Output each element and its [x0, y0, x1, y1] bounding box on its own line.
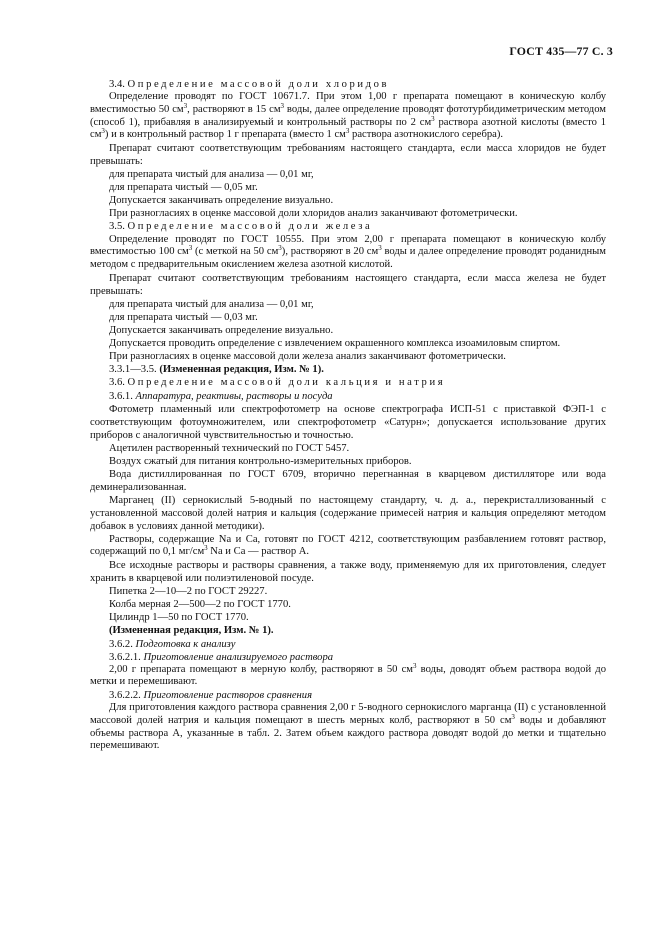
paragraph: Растворы, содержащие Na и Ca, готовят по ГОСТ 4212, соответствующим разбавлением готовят раствор, содержащий по 0,1 $мг/см^3$ Na и Ca — раствор А.: [90, 533, 606, 558]
paragraph: Препарат считают соответствующим требованиям настоящего стандарта, если масса железа не будет превышать:: [90, 272, 606, 297]
section-title: Подготовка к анализу: [135, 638, 236, 650]
section-title: Определение массовой доли кальция и натрия: [127, 377, 446, 389]
paragraph: Допускается заканчивать определение визуально.: [109, 195, 334, 207]
paragraph: Пипетка 2—10—2 по ГОСТ 29227.: [109, 586, 268, 598]
subsection-heading-3-6-2-1: [90, 651, 606, 664]
paragraph: Препарат считают соответствующим требованиям настоящего стандарта, если масса хлоридов не будет превышать:: [90, 142, 606, 167]
paragraph: Цилиндр 1—50 по ГОСТ 1770.: [109, 612, 249, 624]
paragraph: Воздух сжатый для питания контрольно-измерительных приборов.: [109, 455, 412, 467]
paragraph: Фотометр пламенный или спектрофотометр на основе спектрографа ИСП-51 с приставкой ФЭП-1 с соответствующим фотоумножителем, или спектрофотометр «Сатурн»; допускается использование других приборов с аналогичной чувствительностью и точностью.: [90, 403, 606, 441]
section-title: Определение массовой доли железа: [127, 221, 373, 233]
paragraph: для препарата чистый — 0,03 мг.: [109, 311, 258, 323]
section-number: 3.6.2.1.: [109, 651, 141, 663]
paragraph: для препарата чистый для анализа — 0,01 мг,: [109, 169, 314, 181]
paragraph: Ацетилен растворенный технический по ГОСТ 5457.: [109, 442, 350, 454]
section-heading-3-6: [90, 376, 606, 389]
paragraph: Для приготовления каждого раствора сравнения 2,00 г 5-водного сернокислого марганца (II) с установленной массовой долей натрия и кальция помещают в шесть мерных колб, растворяют в 50 $см^3$ воды и добавляют объемы раствора А, указанные в табл. 2. Затем объем каждого раствора доводят водой до метки и тщательно перемешивают.: [90, 702, 606, 752]
subsection-heading-3-6-2: [90, 638, 606, 651]
section-number: 3.6.1.: [109, 390, 133, 402]
section-number: 3.6.2.: [109, 638, 133, 650]
paragraph: Вода дистиллированная по ГОСТ 6709, вторично перегнанная в кварцевом дистилляторе или вода деминерализованная.: [90, 469, 606, 494]
section-number: 3.6.2.2.: [109, 690, 141, 702]
section-heading-3-5: [90, 220, 606, 233]
paragraph: Все исходные растворы и растворы сравнения, а также воду, применяемую для их приготовления, следует хранить в кварцевой или полиэтиленовой посуде.: [90, 559, 606, 585]
paragraph: Колба мерная 2—500—2 по ГОСТ 1770.: [109, 599, 291, 611]
amendment-note: 3.3.1—3.5. (Измененная редакция, Изм. № 1).: [109, 364, 324, 376]
paragraph: При разногласиях в оценке массовой доли хлоридов анализ заканчивают фотометрически.: [109, 208, 518, 220]
subsection-heading-3-6-2-2: [90, 689, 606, 702]
paragraph: При разногласиях в оценке массовой доли железа анализ заканчивают фотометрически.: [109, 351, 506, 363]
section-number: 3.5.: [109, 221, 125, 233]
section-number: 3.4.: [109, 79, 125, 90]
section-heading-3-4: [90, 78, 606, 91]
paragraph: для препарата чистый для анализа — 0,01 мг,: [109, 298, 314, 310]
section-title: Аппаратура, реактивы, растворы и посуда: [135, 390, 333, 402]
paragraph: Определение проводят по ГОСТ 10671.7. При этом 1,00 г препарата помещают в коническую колбу вместимостью 50 $см^3$, растворяют в 15 $см^3$ воды, далее определение проводят фототурбидиметрическим методом (способ 1), прибавляя в анализируемый и контрольный растворы по 2 $см^3$ раствора азотной кислоты (вместо 1 $см^3$) и в контрольный раствор 1 г препарата (вместо 1 $см^3$ раствора азотнокислого серебра).: [90, 91, 606, 141]
page-header: ГОСТ 435—77 С. 3: [509, 44, 613, 58]
section-number: 3.6.: [109, 377, 125, 389]
section-title: Приготовление растворов сравнения: [143, 690, 313, 702]
paragraph: Допускается проводить определение с извлечением окрашенного комплекса изоамиловым спиртом.: [109, 338, 561, 350]
amendment-note: (Измененная редакция, Изм. № 1).: [109, 625, 274, 637]
subsection-heading-3-6-1: [90, 390, 606, 403]
paragraph: для препарата чистый — 0,05 мг.: [109, 182, 258, 194]
paragraph: 2,00 г препарата помещают в мерную колбу, растворяют в 50 $см^3$ воды, доводят объем раствора водой до метки и перемешивают.: [90, 661, 606, 688]
paragraph: Марганец (II) сернокислый 5-водный по настоящему стандарту, ч. д. а., перекристаллизованный с установленной массовой долей натрия и кальция (содержание примесей натрия и кальция определяют методом добавок в условиях данной методики).: [90, 495, 606, 533]
document-body: [90, 78, 606, 753]
section-title: Приготовление анализируемого раствора: [143, 651, 334, 663]
paragraph: Допускается заканчивать определение визуально.: [109, 325, 334, 337]
paragraph: Определение проводят по ГОСТ 10555. При этом 2,00 г препарата помещают в коническую колбу вместимостью 100 $см^3$ (с меткой на 50 $см^3$), растворяют в 20 $см^3$ воды и далее определение проводят роданидным методом с предварительным окислением железа азотной кислотой.: [90, 233, 606, 270]
section-title: Определение массовой доли хлоридов: [127, 79, 390, 90]
